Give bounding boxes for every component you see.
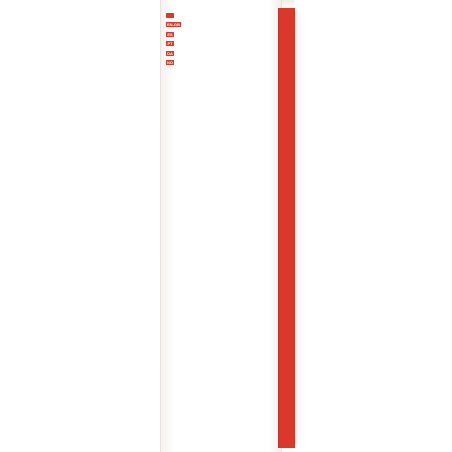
language-badge: NO: [167, 60, 173, 65]
description-entry-pt: [166, 41, 274, 47]
product-description-panel: [166, 12, 274, 442]
description-entry-no: [166, 60, 274, 66]
carton-shadow: [294, 12, 302, 444]
language-badge: DA: [167, 50, 173, 56]
description-entry-en: [166, 22, 274, 28]
language-badge: PT: [167, 41, 173, 46]
carton-red-edge: [278, 8, 295, 448]
description-entry-da: [166, 50, 274, 56]
language-badge: EN-GB: [167, 22, 180, 27]
language-badge: [166, 13, 174, 18]
description-entry-fr: [166, 12, 274, 18]
language-badge: ES: [167, 31, 173, 37]
description-entry-es: [166, 31, 274, 37]
